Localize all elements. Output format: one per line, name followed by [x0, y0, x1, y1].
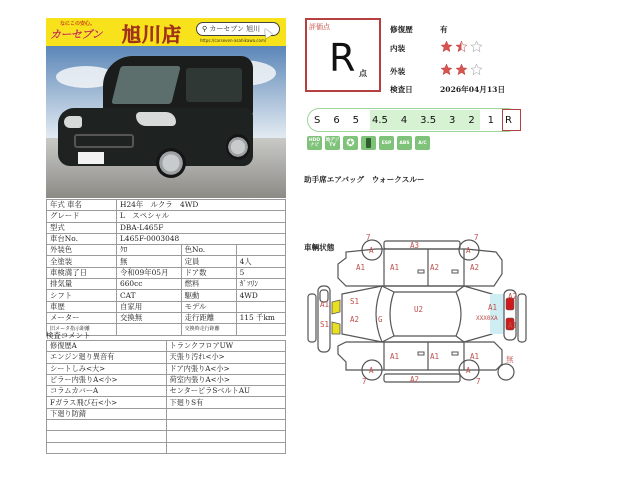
- table-row: [47, 408, 286, 419]
- spec-key: 交換時走行距離: [181, 324, 236, 335]
- grade-scale-item: 6: [333, 114, 340, 126]
- comment-cell: コラムカバーA: [47, 386, 167, 397]
- ac-icon: A/C: [415, 136, 430, 150]
- grade-scale-item: 4: [400, 114, 408, 126]
- mark-front-bumper-lower: S1: [320, 320, 330, 329]
- spec-table: [46, 199, 286, 336]
- comment-cell: ピラー内張りA<小>: [47, 374, 167, 385]
- banner-tagline: なにこの安心。: [60, 21, 96, 27]
- comment-cell: 修復歴A: [47, 341, 167, 352]
- mark-windshield: G: [378, 315, 383, 324]
- spec-key: 駆動: [181, 290, 236, 301]
- comment-cell: [166, 442, 286, 453]
- mark-roof: A3: [410, 241, 420, 250]
- spec-value: [236, 324, 285, 335]
- table-row: [47, 341, 286, 352]
- tv-icon: 地デジ TV: [325, 138, 340, 148]
- brand-logo: カーセブン: [50, 28, 102, 41]
- license-plate: [78, 152, 104, 164]
- mark-rear-bumper-lower: A1: [508, 321, 518, 330]
- spec-value: DBA-L465F: [117, 222, 286, 233]
- mark-tire-fl: 7: [366, 234, 371, 242]
- mark-wheel: A: [466, 246, 471, 255]
- comment-cell: [47, 420, 167, 431]
- comment-cell: エンジン廻り異音有: [47, 352, 167, 363]
- star-full-icon: [440, 40, 453, 53]
- spec-key: 車台No.: [47, 233, 117, 244]
- grade-scale-item: S: [314, 114, 321, 126]
- mark-side-left-rear-fender: A2: [470, 263, 480, 272]
- spec-key: 色No.: [181, 245, 236, 256]
- hdd-navi-icon: HDD ナビ: [308, 138, 321, 148]
- table-row: [47, 301, 286, 312]
- spec-key: シフト: [47, 290, 117, 301]
- comment-cell: [47, 431, 167, 442]
- car-plan-view: [342, 286, 492, 342]
- comment-cell: 下廻りS有: [166, 397, 286, 408]
- exterior-label: 外装: [390, 67, 406, 76]
- options-text: 助手席エアバッグ ウォークスルー: [304, 175, 425, 184]
- grade-scale-item: 4.5: [371, 114, 388, 126]
- exterior-rating: [440, 63, 483, 76]
- spec-key: 車検満了日: [47, 267, 117, 278]
- smart-key-icon: [361, 136, 376, 150]
- spare-tire: [498, 364, 514, 380]
- spec-value: 4WD: [236, 290, 285, 301]
- mark-side-left-front-fender: A1: [356, 263, 366, 272]
- mark-wheel: A: [369, 246, 374, 255]
- table-row: [47, 200, 286, 211]
- spec-value: 5: [236, 267, 285, 278]
- table-row: [47, 352, 286, 363]
- mark-wheel: A: [369, 366, 374, 375]
- car-side-bottom: [338, 342, 502, 382]
- table-row: [47, 374, 286, 385]
- spec-value: 交換無: [117, 312, 182, 323]
- inspection-date-label: 検査日: [390, 85, 413, 94]
- grade-scale-item: 1: [487, 114, 495, 126]
- table-row: [47, 420, 286, 431]
- repair-history-value: 有: [440, 25, 448, 34]
- store-name: 旭川店: [122, 24, 183, 46]
- mark-tire-rl: 7: [362, 377, 367, 384]
- star-half-icon: [455, 40, 468, 53]
- comment-cell: [47, 442, 167, 453]
- evaluation-label: 評価点: [309, 23, 330, 31]
- front-view: [308, 286, 340, 352]
- vehicle-damage-diagram: [306, 234, 530, 384]
- repair-history-label: 修復歴: [390, 25, 413, 34]
- inspection-date: 2026年04月13日: [440, 85, 506, 94]
- spec-key: 走行距離: [181, 312, 236, 323]
- table-row: [47, 222, 286, 233]
- spec-value: H24年 ルクラ 4WD: [117, 200, 286, 211]
- spec-value: L スペシャル: [117, 211, 286, 222]
- mark-roof-top: U2: [414, 305, 424, 314]
- spec-key: 排気量: [47, 279, 117, 290]
- table-row: [47, 312, 286, 323]
- aluminum-wheel-icon: ✪: [343, 136, 358, 150]
- equipment-icons: [307, 136, 430, 150]
- spec-value: ｸﾛ: [117, 245, 182, 256]
- comment-cell: ドア内張りA<小>: [166, 363, 286, 374]
- comment-cell: [166, 408, 286, 419]
- spec-key: モデル: [181, 301, 236, 312]
- comment-cell: 天張り汚れ<小>: [166, 352, 286, 363]
- spec-value: [236, 301, 285, 312]
- evaluation-unit: 点: [359, 69, 367, 78]
- table-row: [47, 290, 286, 301]
- table-row: [47, 245, 286, 256]
- search-icon: ⚲: [202, 25, 208, 33]
- table-row: [47, 363, 286, 374]
- mark-tire-fr: 7: [474, 234, 479, 242]
- spec-value: 令和09年05月: [117, 267, 182, 278]
- spec-key: 年式 車名: [47, 200, 117, 211]
- mark-wheel: A: [466, 366, 471, 375]
- mark-side-right-front-fender: A1: [390, 352, 400, 361]
- mark-rear-bumper-upper: A2: [508, 292, 518, 301]
- spec-value: [117, 324, 182, 335]
- spec-value: 4人: [236, 256, 285, 267]
- spec-value: ｶﾞｿﾘﾝ: [236, 279, 285, 290]
- mark-rear-panel-upper: A1: [488, 303, 498, 312]
- mark-spare-tire: 無: [506, 355, 514, 364]
- comment-cell: Fガラス飛び石<小>: [47, 397, 167, 408]
- comment-cell: トランクフロアUW: [166, 341, 286, 352]
- comment-cell: [166, 420, 286, 431]
- grade-scale: [307, 108, 519, 132]
- spec-key: 燃料: [181, 279, 236, 290]
- vehicle-diagram-title: 車輌状態: [304, 243, 335, 252]
- dealer-banner: [46, 18, 286, 46]
- mark-side-left-rear-door: A2: [430, 263, 440, 272]
- comment-cell: センターピラSベルトAU: [166, 386, 286, 397]
- spec-key: 外装色: [47, 245, 117, 256]
- spec-key: 旧メータ指示距離: [47, 324, 117, 335]
- table-row: [47, 431, 286, 442]
- star-full-icon: [440, 63, 453, 76]
- mark-front-bumper-upper: A1: [320, 300, 330, 309]
- grade-scale-item: 3: [449, 114, 456, 126]
- table-row: [47, 233, 286, 244]
- grade-scale-item: 3.5: [420, 114, 437, 126]
- table-row: [47, 267, 286, 278]
- table-row: [47, 397, 286, 408]
- spec-key: メーター: [47, 312, 117, 323]
- table-row: [47, 279, 286, 290]
- interior-label: 内装: [390, 44, 406, 53]
- abs-icon: ABS: [397, 136, 412, 150]
- dealer-url[interactable]: https://carseven-asahikawa.com/: [200, 38, 267, 43]
- spec-value: 660cc: [117, 279, 182, 290]
- search-text: カーセブン 旭川: [209, 25, 261, 33]
- spec-value: [236, 245, 285, 256]
- comment-cell: [166, 431, 286, 442]
- table-row: [47, 256, 286, 267]
- mark-side-left-front-door: A1: [390, 263, 400, 272]
- spec-value: 自家用: [117, 301, 182, 312]
- spec-value: L465F-0003048: [117, 233, 286, 244]
- comment-cell: シートしみ<大>: [47, 363, 167, 374]
- mark-rear-panel-mid: XXX0XA: [476, 315, 498, 322]
- esp-icon: ESP: [379, 136, 394, 150]
- table-row: [47, 442, 286, 453]
- mark-hood-lower: A2: [350, 315, 360, 324]
- mark-tire-rr: 7: [476, 377, 481, 384]
- star-empty-icon: [470, 40, 483, 53]
- inspection-comments-table: [46, 340, 286, 454]
- interior-rating: [440, 40, 483, 53]
- grade-scale-item: 2: [468, 114, 475, 126]
- star-full-icon: [455, 63, 468, 76]
- table-row: [47, 211, 286, 222]
- spec-value: 無: [117, 256, 182, 267]
- spec-key: ドア数: [181, 267, 236, 278]
- grade-scale-item: R: [505, 114, 512, 126]
- spec-key: 定員: [181, 256, 236, 267]
- mark-side-right-front-door: A1: [430, 352, 440, 361]
- mark-rocker: A2: [410, 375, 420, 384]
- inspection-comment-title: 検査コメント: [46, 331, 91, 340]
- spec-key: グレード: [47, 211, 117, 222]
- evaluation-grade: R: [329, 36, 356, 80]
- spec-key: 全塗装: [47, 256, 117, 267]
- mark-hood-upper: S1: [350, 297, 360, 306]
- car-image: [58, 56, 253, 176]
- spec-key: 型式: [47, 222, 117, 233]
- spec-key: 車歴: [47, 301, 117, 312]
- spec-value: CAT: [117, 290, 182, 301]
- table-row: [47, 386, 286, 397]
- spec-value: 115 千km: [236, 312, 285, 323]
- mark-side-right-rear-door: A1: [470, 352, 480, 361]
- grade-scale-item: 5: [352, 114, 360, 126]
- comment-cell: 下廻り防錆: [47, 408, 167, 419]
- vehicle-photo: [46, 18, 286, 198]
- star-empty-icon: [470, 63, 483, 76]
- evaluation-score-box: [305, 18, 381, 92]
- comment-cell: 荷室内張りA<小>: [166, 374, 286, 385]
